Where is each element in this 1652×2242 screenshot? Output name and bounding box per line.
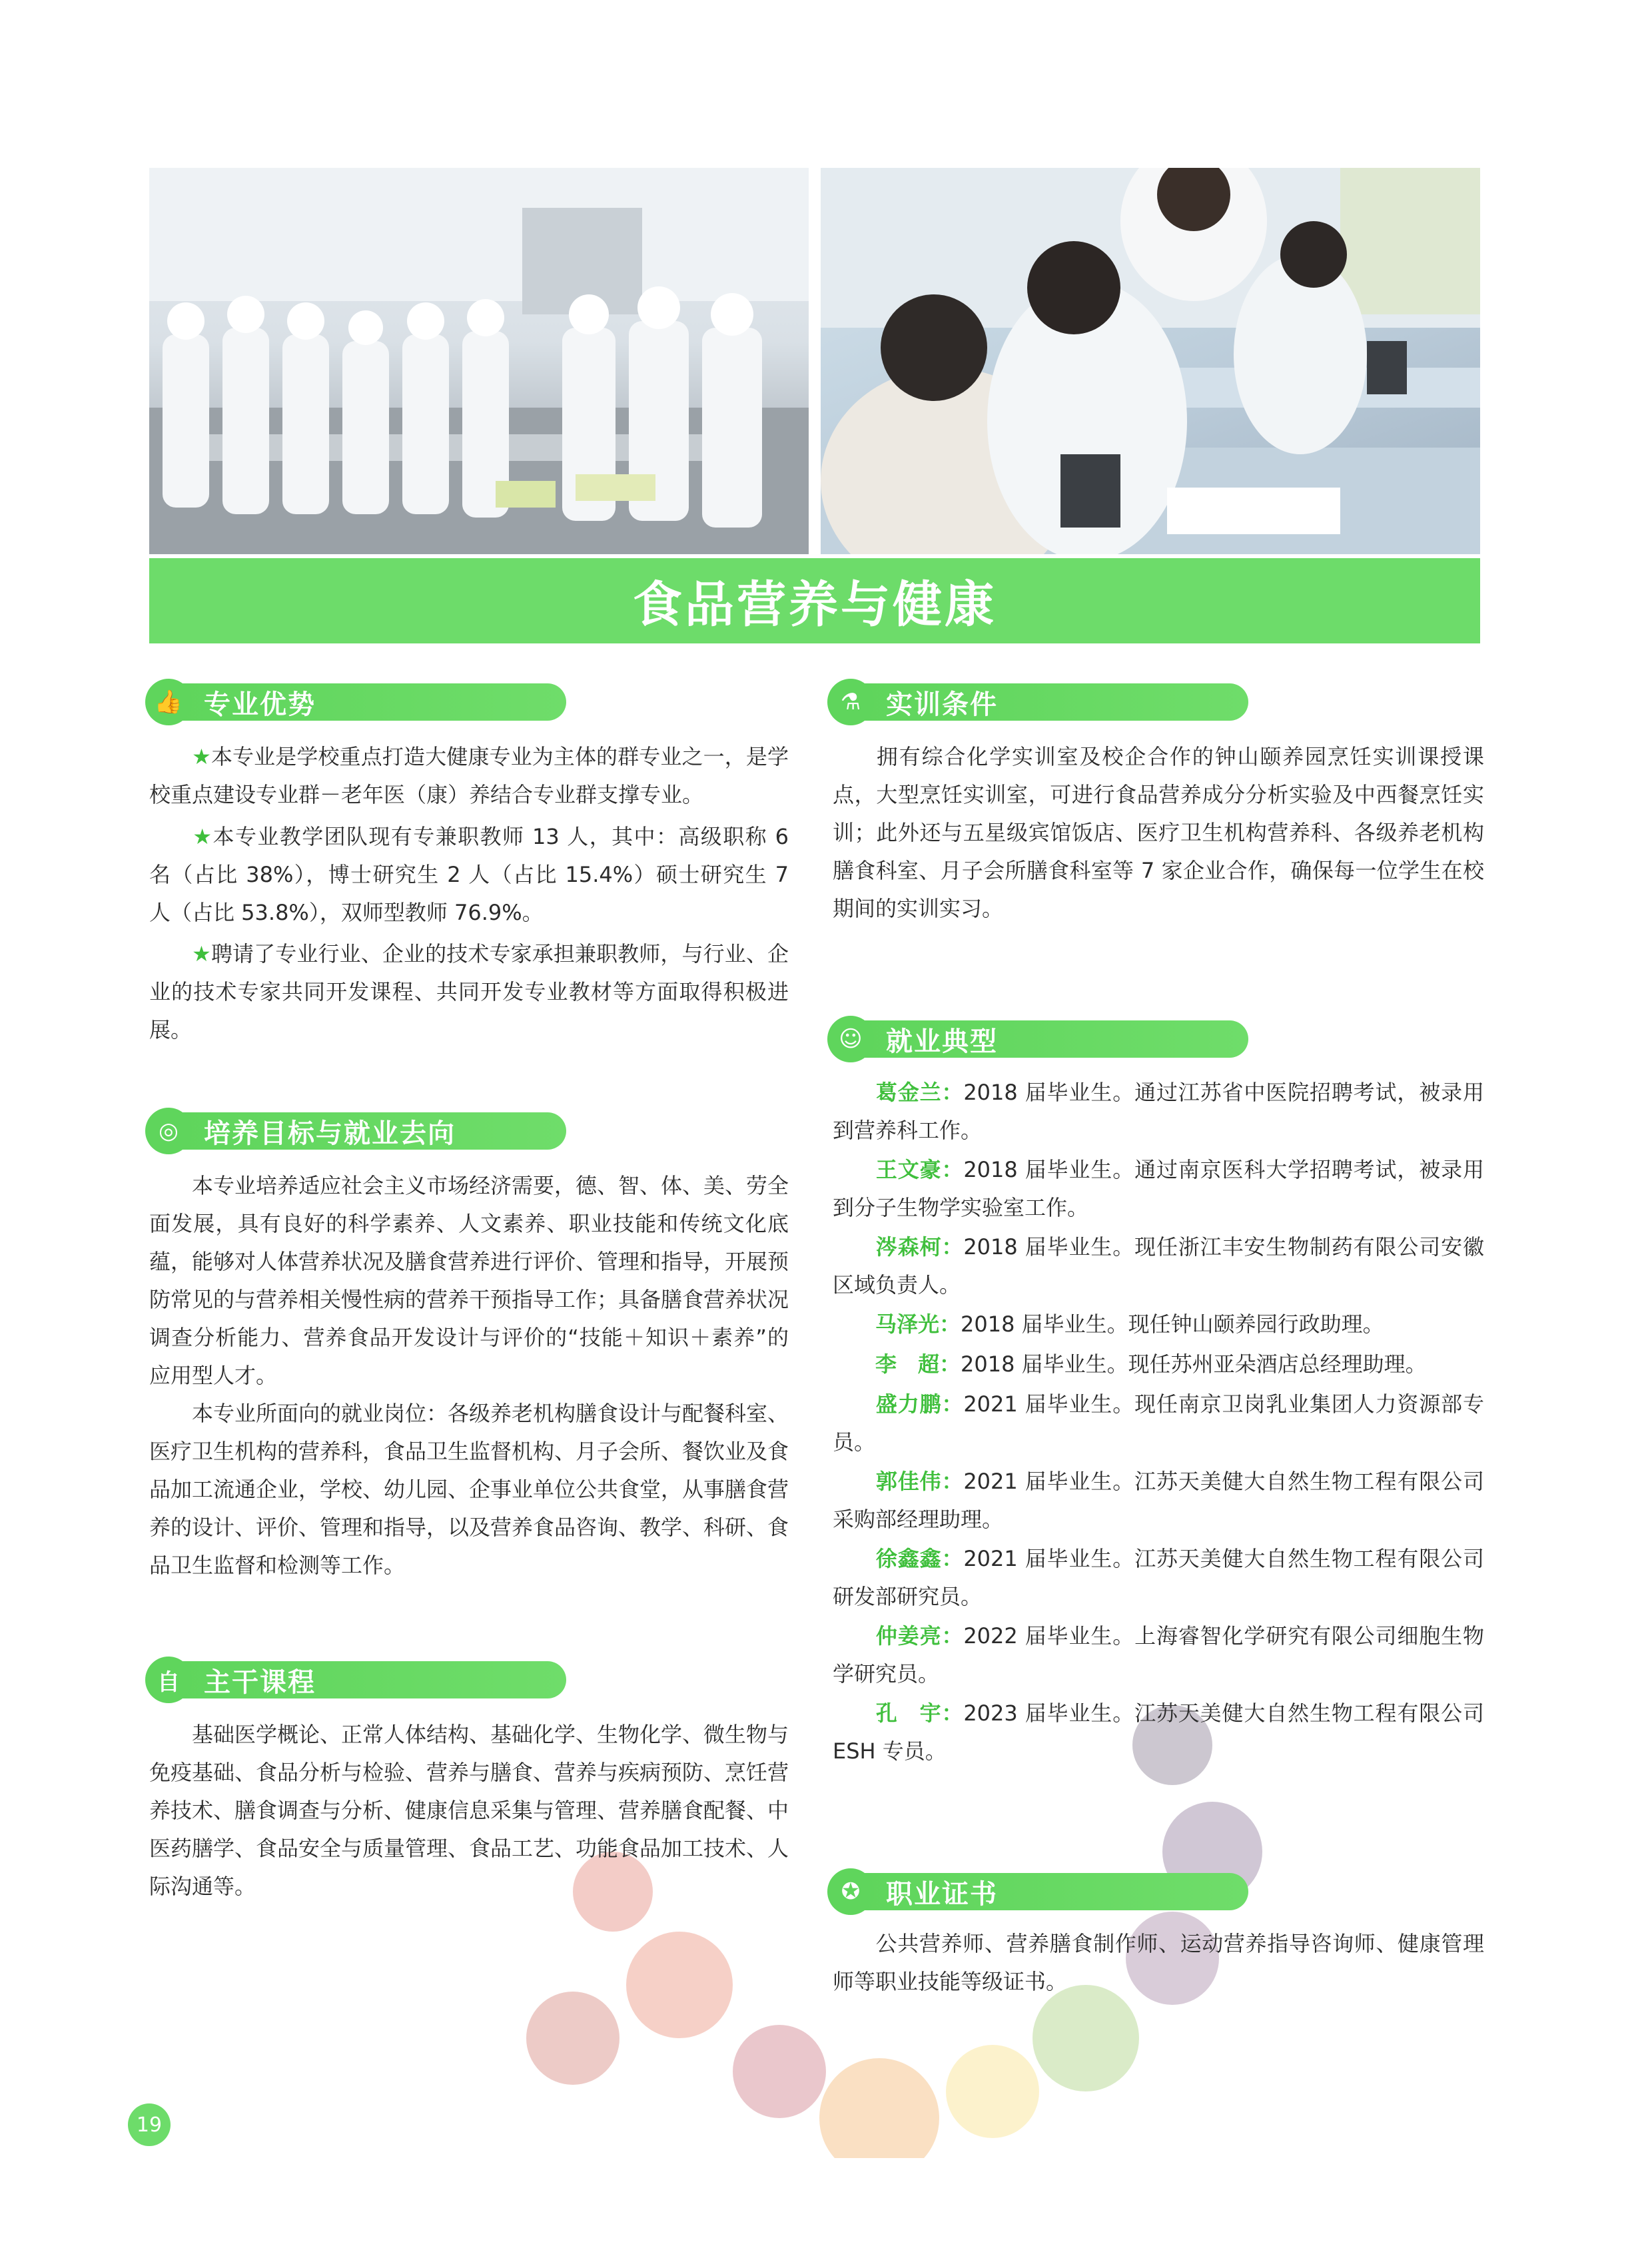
person-icon: ☺ bbox=[827, 1016, 874, 1062]
section-heading-goal bbox=[145, 1111, 566, 1151]
employment-entry: 郭佳伟：2021 届毕业生。江苏天美健大自然生物工程有限公司采购部经理助理。 bbox=[833, 1469, 1484, 1532]
section-title: 职业证书 bbox=[886, 1878, 998, 1910]
employment-entry: 马泽光：2018 届毕业生。现任钟山颐养园行政助理。 bbox=[875, 1311, 1384, 1337]
section-title: 就业典型 bbox=[886, 1026, 998, 1057]
employment-entry: 徐鑫鑫：2021 届毕业生。江苏天美健大自然生物工程有限公司研发部研究员。 bbox=[833, 1546, 1484, 1609]
employment-entry: 李 超：2018 届毕业生。现任苏州亚朵酒店总经理助理。 bbox=[875, 1351, 1427, 1377]
section-heading-employment bbox=[827, 1019, 1248, 1059]
employment-entry: 王文豪：2018 届毕业生。通过南京医科大学招聘考试，被录用到分子生物学实验室工作。 bbox=[833, 1157, 1484, 1220]
page-number: 19 bbox=[128, 2103, 171, 2146]
goal-paragraph-1: 本专业培养适应社会主义市场经济需要，德、智、体、美、劳全面发展，具有良好的科学素养、人文素养、职业技能和传统文化底蕴，能够对人体营养状况及膳食营养进行评价、管理和指导，开展预防常见的与营养相关慢性病的营养干预指导工作；具备膳食营养状况调查分析能力、营养食品开发设计与评价的“技能＋知识＋素养”的应用型人才。 bbox=[149, 1173, 789, 1388]
page-title: 食品营养与健康 bbox=[633, 576, 997, 633]
employment-entry: 涔森柯：2018 届毕业生。现任浙江丰安生物制药有限公司安徽区域负责人。 bbox=[833, 1234, 1484, 1298]
advantage-item-1: ★本专业是学校重点打造大健康专业为主体的群专业之一，是学校重点建设专业群－老年医（康）养结合专业群支撑专业。 bbox=[149, 744, 789, 807]
advantage-item-2: ★本专业教学团队现有专兼职教师 13 人，其中：高级职称 6 名（占比 38%），博士研究生 2 人（占比 15.4%）硕士研究生 7 人（占比 53.8%），双师型教师 76.9%。 bbox=[149, 824, 789, 925]
section-title: 主干课程 bbox=[204, 1667, 316, 1698]
lab-icon: ⚗ bbox=[827, 679, 874, 725]
title-banner bbox=[149, 558, 1480, 643]
advantage-item-3: ★聘请了专业行业、企业的技术专家承担兼职教师，与行业、企业的技术专家共同开发课程、共同开发专业教材等方面取得积极进展。 bbox=[149, 941, 789, 1042]
section-heading-training bbox=[827, 682, 1248, 722]
award-icon: ✪ bbox=[827, 1868, 874, 1915]
section-title: 专业优势 bbox=[204, 689, 316, 720]
employment-entry: 孔 宇：2023 届毕业生。江苏天美健大自然生物工程有限公司 ESH 专员。 bbox=[833, 1700, 1484, 1764]
section-heading-advantage bbox=[145, 682, 566, 722]
employment-entry: 盛力鹏：2021 届毕业生。现任南京卫岗乳业集团人力资源部专员。 bbox=[833, 1391, 1484, 1455]
employment-entry: 仲姜亮：2022 届毕业生。上海睿智化学研究有限公司细胞生物学研究员。 bbox=[833, 1623, 1484, 1686]
goal-paragraph-2: 本专业所面向的就业岗位：各级养老机构膳食设计与配餐科室、医疗卫生机构的营养科，食品卫生监督机构、月子会所、餐饮业及食品加工流通企业，学校、幼儿园、企事业单位公共食堂，从事膳食营养的设计、评价、管理和指导，以及营养食品咨询、教学、科研、食品卫生监督和检测等工作。 bbox=[149, 1401, 789, 1578]
courses-text: 基础医学概论、正常人体结构、基础化学、生物化学、微生物与免疫基础、食品分析与检验、营养与膳食、营养与疾病预防、烹饪营养技术、膳食调查与分析、健康信息采集与管理、营养膳食配餐、中医药膳学、食品安全与质量管理、食品工艺、功能食品加工技术、人际沟通等。 bbox=[149, 1722, 789, 1899]
section-heading-certificate bbox=[827, 1872, 1248, 1912]
employment-entry: 葛金兰：2018 届毕业生。通过江苏省中医院招聘考试，被录用到营养科工作。 bbox=[833, 1080, 1484, 1143]
section-heading-courses bbox=[145, 1660, 566, 1700]
section-title: 实训条件 bbox=[886, 689, 998, 720]
training-text: 拥有综合化学实训室及校企合作的钟山颐养园烹饪实训课授课点，大型烹饪实训室，可进行食品营养成分分析实验及中西餐烹饪实训；此外还与五星级宾馆饭店、医疗卫生机构营养科、各级养老机构膳食科室、月子会所膳食科室等 7 家企业合作，确保每一位学生在校期间的实训实习。 bbox=[833, 744, 1484, 921]
kitchen-training-photo bbox=[149, 168, 809, 554]
book-icon: 自 bbox=[145, 1657, 192, 1703]
target-icon: ◎ bbox=[145, 1108, 192, 1154]
section-title: 培养目标与就业去向 bbox=[204, 1118, 456, 1149]
thumbs-up-icon: 👍 bbox=[145, 679, 192, 725]
lab-microscope-photo bbox=[821, 168, 1480, 554]
certificate-text: 公共营养师、营养膳食制作师、运动营养指导咨询师、健康管理师等职业技能等级证书。 bbox=[833, 1931, 1484, 1994]
